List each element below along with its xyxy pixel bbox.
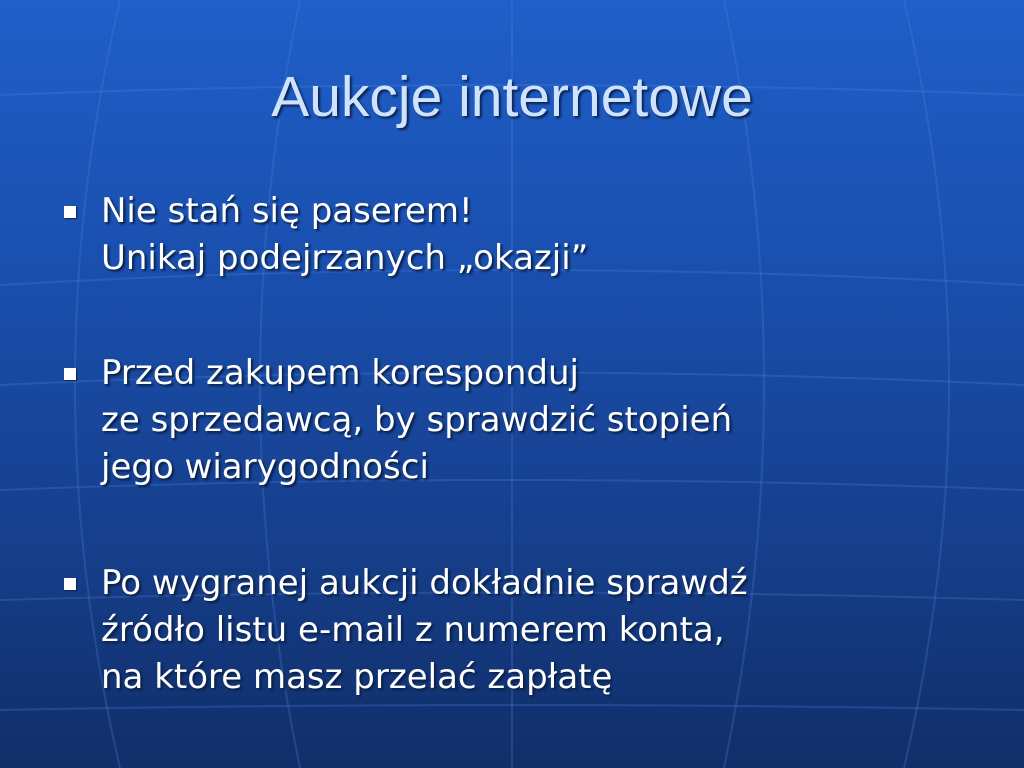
bullet-text [101, 188, 961, 282]
bullet-line: ze sprzedawcą, by sprawdzić stopień [101, 400, 733, 440]
bullet-line: Przed zakupem koresponduj [101, 353, 579, 393]
bullet-line: Unikaj podejrzanych „okazji” [101, 238, 589, 278]
bullet-text [101, 350, 961, 491]
square-bullet-icon [64, 578, 76, 590]
slide-title: Aukcje internetowe [271, 65, 753, 129]
bullet-line: na które masz przelać zapłatę [101, 657, 613, 697]
bullet-line: jego wiarygodności [101, 447, 429, 487]
bullet-text [101, 560, 961, 701]
bullet-line: Nie stań się paserem! [101, 191, 473, 231]
bullet-line: źródło listu e-mail z numerem konta, [101, 610, 725, 650]
bullet-line: Po wygranej aukcji dokładnie sprawdź [101, 563, 748, 603]
square-bullet-icon [64, 206, 76, 218]
square-bullet-icon [64, 368, 76, 380]
